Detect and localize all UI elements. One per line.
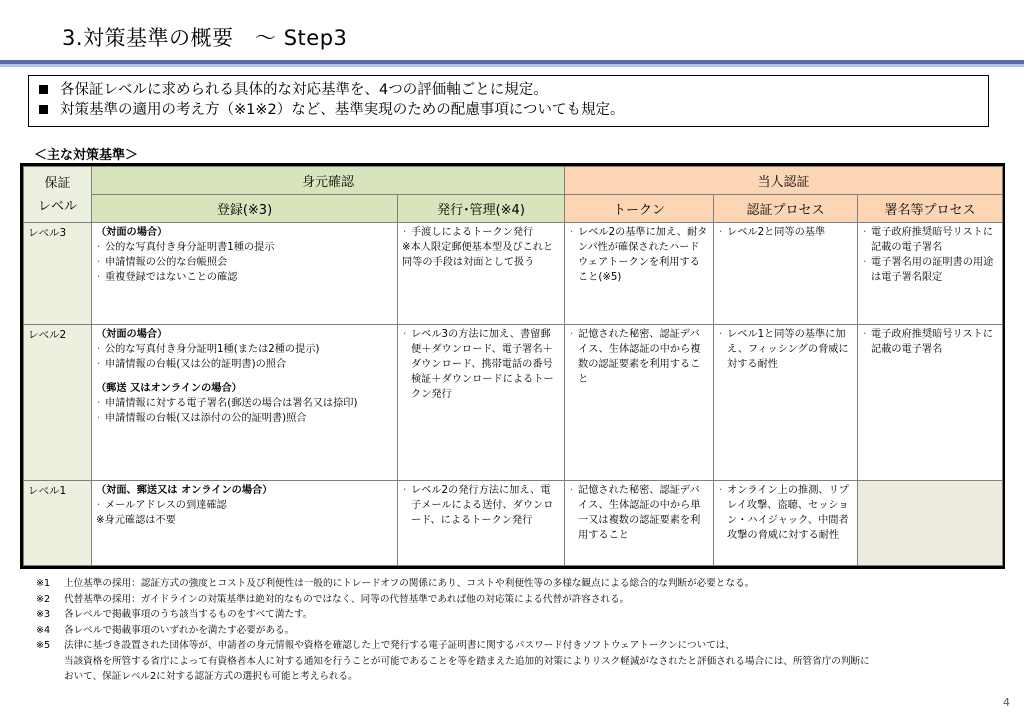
block-title: （郵送 又はオンラインの場合） <box>96 383 242 394</box>
token-cell <box>565 325 714 481</box>
list-item: · レベル2と同等の基準 <box>718 225 853 240</box>
square-bullet-icon <box>39 85 48 94</box>
list-item: · 電子署名用の証明書の用途は電子署名限定 <box>862 255 998 285</box>
level-header-line: レベル <box>37 198 77 214</box>
registration-cell <box>92 223 398 325</box>
list-item: · 申請情報の台帳(又は公的証明書)の照合 <box>96 357 393 372</box>
footnote-mark: ※1 <box>36 578 51 589</box>
standards-table-frame <box>20 163 1005 569</box>
summary-box <box>28 75 989 127</box>
footnote-continuation: 当該資格を所管する省庁によって有資格者本人に対する通知を行うことが可能であることを等を踏まえた追加的対策によりリスク軽減がなされたと評価される場合には、所管省庁の判断に <box>64 655 870 667</box>
footnote-mark: ※5 <box>36 640 51 651</box>
list-item: · 申請情報に対する電子署名(郵送の場合は署名又は捺印) <box>96 396 393 411</box>
list-item: · レベル3の方法に加え、書留郵便＋ダウンロード、電子署名＋ダウンロード、携帯電話の番号検証＋ダウンロードによるトークン発行 <box>402 327 560 402</box>
block-title: （対面の場合） <box>96 227 168 238</box>
list-item: · オンライン上の推測、リプレイ攻撃、盗聴、セッション・ハイジャック、中間者攻撃の脅威に対する耐性 <box>718 483 853 543</box>
footnote-text: 各レベルで掲載事項のいずれかを満たす必要がある。 <box>64 624 295 636</box>
level-cell: レベル3 <box>24 223 92 325</box>
list-item: · 電子政府推奨暗号リストに記載の電子署名 <box>862 327 998 357</box>
column-header-issuance: 発行･管理(※4) <box>398 195 565 223</box>
level-header-line: 保証 <box>44 175 71 191</box>
footnote <box>36 576 1006 592</box>
token-cell <box>565 481 714 566</box>
level-cell: レベル2 <box>24 325 92 481</box>
table-row-level1 <box>24 481 1003 566</box>
signature-process-cell <box>858 325 1003 481</box>
list-item: · 公的な写真付き身分証明1種(または2種の提示) <box>96 342 393 357</box>
registration-cell <box>92 481 398 566</box>
footnote <box>36 592 1006 608</box>
list-item: · 記憶された秘密、認証デバイス、生体認証の中から単一又は複数の認証要素を利用すること <box>569 483 709 543</box>
list-item: · 重複登録ではないことの確認 <box>96 270 393 285</box>
level-cell: レベル1 <box>24 481 92 566</box>
list-item: · 公的な写真付き身分証明書1種の提示 <box>96 240 393 255</box>
auth-process-cell <box>714 223 858 325</box>
list-item: · 申請情報の台帳(又は添付の公的証明書)照合 <box>96 411 393 426</box>
block-title: （対面の場合） <box>96 329 168 340</box>
list-item: · 記憶された秘密、認証デバイス、生体認証の中から複数の認証要素を利用すること <box>569 327 709 387</box>
standards-table <box>23 166 1003 566</box>
footnotes <box>36 576 1006 685</box>
token-cell <box>565 223 714 325</box>
block-title: （対面、郵送又は オンラインの場合） <box>96 485 273 496</box>
title-rule-shadow <box>0 64 1024 67</box>
footnote <box>36 638 1006 654</box>
column-header-auth-process: 認証プロセス <box>714 195 858 223</box>
footnote-text: 法律に基づき設置された団体等が、申請者の身元情報や資格を確認した上で発行する電子証明書に関するパスワード付きソフトウェアトークンについては、 <box>64 640 735 651</box>
auth-process-cell <box>714 325 858 481</box>
footnote <box>36 607 1006 623</box>
list-item: · レベル2の基準に加え、耐タンパ性が確保されたハードウェアトークンを利用すること(※5) <box>569 225 709 285</box>
column-header-registration: 登録(※3) <box>92 195 398 223</box>
column-header-token: トークン <box>565 195 714 223</box>
registration-cell <box>92 325 398 481</box>
page-title: 3.対策基準の概要 ～ Step3 <box>62 26 348 50</box>
summary-bullet <box>37 80 988 100</box>
signature-process-cell <box>858 223 1003 325</box>
footnote-mark: ※3 <box>36 609 51 620</box>
footnote-text: 代替基準の採用：ガイドラインの対策基準は絶対的なものではなく、同等の代替基準であれば他の対応策による代替が許容される。 <box>64 593 630 605</box>
issuance-cell <box>398 325 565 481</box>
cell-note: ※身元確認は不要 <box>96 515 176 526</box>
section-label: ＜主な対策基準＞ <box>34 148 139 163</box>
square-bullet-icon <box>39 105 48 114</box>
footnote-mark: ※2 <box>36 593 51 605</box>
issuance-cell <box>398 481 565 566</box>
table-row-level3 <box>24 223 1003 325</box>
cell-note: ※本人限定郵便基本型及びこれと同等の手段は対面として扱う <box>402 242 554 268</box>
summary-bullet <box>37 100 988 120</box>
summary-text: 対策基準の適用の考え方（※1※2）など、基準実現のための配慮事項についても規定。 <box>60 102 625 118</box>
list-item: · 手渡しによるトークン発行 <box>402 225 560 240</box>
signature-process-cell-empty <box>858 481 1003 566</box>
auth-process-cell <box>714 481 858 566</box>
table-row-level2 <box>24 325 1003 481</box>
list-item: · 申請情報の公的な台帳照会 <box>96 255 393 270</box>
summary-text: 各保証レベルに求められる具体的な対応基準を、4つの評価軸ごとに規定。 <box>60 82 548 98</box>
footnote-text: 上位基準の採用：認証方式の強度とコスト及び利便性は一般的にトレードオフの関係にあり、コストや利便性等の多様な観点による総合的な判断が必要となる。 <box>64 578 755 589</box>
list-item: · 電子政府推奨暗号リストに記載の電子署名 <box>862 225 998 255</box>
page-number: 4 <box>1003 696 1010 709</box>
footnote-mark: ※4 <box>36 624 51 636</box>
list-item: · メールアドレスの到達確認 <box>96 498 393 513</box>
footnote-continuation: おいて、保証レベル2に対する認証方式の選択も可能と考えられる。 <box>64 671 358 682</box>
footnote <box>36 623 1006 639</box>
list-item: · レベル2の発行方法に加え、電子メールによる送付、ダウンロード、によるトークン発行 <box>402 483 560 528</box>
footnote-text: 各レベルで掲載事項のうち該当するものをすべて満たす。 <box>64 609 313 620</box>
column-header-signature-process: 署名等プロセス <box>858 195 1003 223</box>
spacer <box>96 372 393 381</box>
level-header <box>24 167 92 223</box>
group-header-identity: 身元確認 <box>92 167 565 195</box>
issuance-cell <box>398 223 565 325</box>
list-item: · レベル1と同等の基準に加え、フィッシングの脅威に対する耐性 <box>718 327 853 372</box>
group-header-authentication: 当人認証 <box>565 167 1003 195</box>
